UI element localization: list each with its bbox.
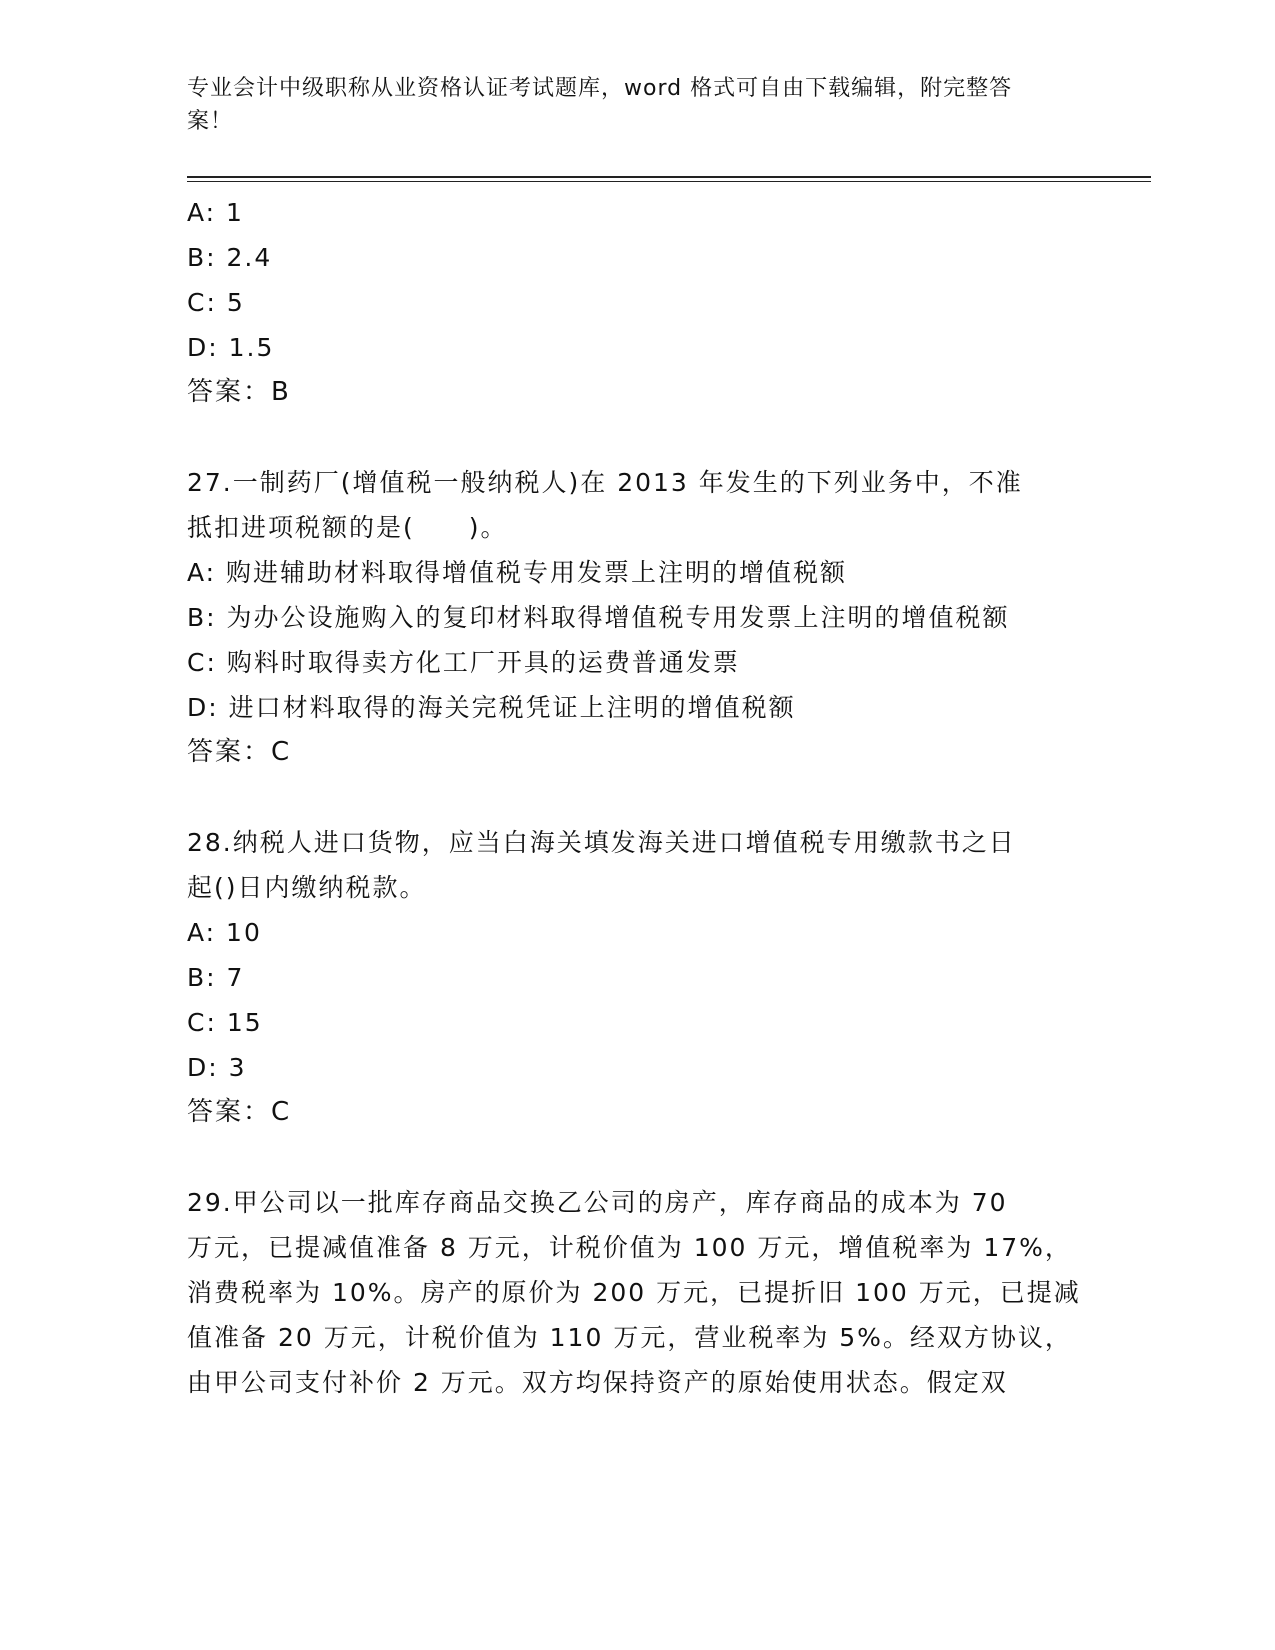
q29-stem-line-5: 由甲公司支付补价 2 万元。双方均保持资产的原始使用状态。假定双 [187, 1368, 1008, 1397]
question-content [187, 190, 1087, 1405]
q26-option-a: A: 1 [187, 198, 244, 227]
q26-option-b: B: 2.4 [187, 243, 273, 272]
q28-option-c: C: 15 [187, 1008, 263, 1037]
spacer [187, 415, 1087, 460]
header-line-2: 案！ [187, 109, 234, 134]
question-27 [187, 460, 1087, 775]
q27-option-a: A: 购进辅助材料取得增值税专用发票上注明的增值税额 [187, 558, 848, 587]
q29-stem-line-2: 万元，已提减值准备 8 万元，计税价值为 100 万元，增值税率为 17%， [187, 1233, 1072, 1262]
spacer [187, 1135, 1087, 1180]
q29-stem-line-4: 值准备 20 万元，计税价值为 110 万元，营业税率为 5%。经双方协议， [187, 1323, 1072, 1352]
q27-option-c: C: 购料时取得卖方化工厂开具的运费普通发票 [187, 648, 740, 677]
q27-stem-line-2: 抵扣进项税额的是( )。 [187, 513, 508, 542]
q28-stem-line-2: 起()日内缴纳税款。 [187, 873, 427, 902]
q29-stem-line-1: 29.甲公司以一批库存商品交换乙公司的房产，库存商品的成本为 70 [187, 1188, 1008, 1217]
question-28 [187, 820, 1087, 1135]
q27-stem-line-1: 27.一制药厂(增值税一般纳税人)在 2013 年发生的下列业务中，不准 [187, 468, 1023, 497]
q29-stem-line-3: 消费税率为 10%。房产的原价为 200 万元，已提折旧 100 万元，已提减 [187, 1278, 1081, 1307]
q28-answer: 答案：C [187, 1097, 292, 1127]
q26-answer: 答案：B [187, 377, 291, 407]
q28-stem-line-1: 28.纳税人进口货物，应当白海关填发海关进口增值税专用缴款书之日 [187, 828, 1016, 857]
q27-option-b: B: 为办公设施购入的复印材料取得增值税专用发票上注明的增值税额 [187, 603, 1010, 632]
q27-answer: 答案：C [187, 737, 292, 767]
q26-option-c: C: 5 [187, 288, 245, 317]
q26-option-d: D: 1.5 [187, 333, 275, 362]
question-29 [187, 1180, 1087, 1405]
header-rule-thick [187, 176, 1151, 178]
question-26 [187, 190, 1087, 415]
header-rule-thin [187, 181, 1151, 182]
spacer [187, 775, 1087, 820]
q28-option-b: B: 7 [187, 963, 245, 992]
page-header [187, 72, 1067, 138]
q28-option-d: D: 3 [187, 1053, 247, 1082]
q28-option-a: A: 10 [187, 918, 262, 947]
header-line-1: 专业会计中级职称从业资格认证考试题库，word 格式可自由下载编辑，附完整答 [187, 76, 1013, 101]
q27-option-d: D: 进口材料取得的海关完税凭证上注明的增值税额 [187, 693, 796, 722]
